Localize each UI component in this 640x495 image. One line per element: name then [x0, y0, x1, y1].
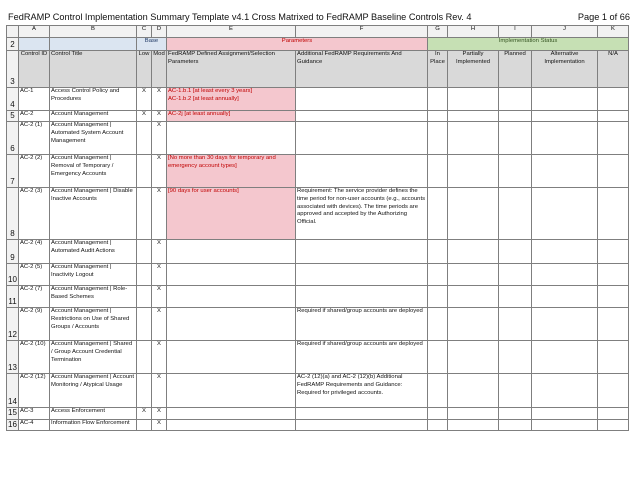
- header-in-place[interactable]: In Place: [428, 51, 448, 88]
- header-na[interactable]: N/A: [598, 51, 629, 88]
- planned-cell[interactable]: [499, 341, 532, 374]
- in-place-cell[interactable]: [428, 374, 448, 408]
- in-place-cell[interactable]: [428, 188, 448, 240]
- page-number: Page 1 of 66: [577, 12, 630, 22]
- col-header-i[interactable]: I: [499, 26, 532, 38]
- na-cell[interactable]: [598, 374, 629, 408]
- na-cell[interactable]: [598, 308, 629, 341]
- partially-implemented-cell[interactable]: [448, 341, 499, 374]
- control-title-cell[interactable]: Account Management | Automated System Account Management: [50, 122, 137, 155]
- planned-cell[interactable]: [499, 408, 532, 419]
- partially-implemented-cell[interactable]: [448, 122, 499, 155]
- table-row: [7, 155, 629, 188]
- table-row: [7, 111, 629, 122]
- low-baseline-cell[interactable]: [137, 419, 152, 430]
- in-place-cell[interactable]: [428, 286, 448, 308]
- control-title-cell[interactable]: Account Management: [50, 111, 137, 122]
- row-number[interactable]: 9: [7, 240, 19, 264]
- control-id-cell[interactable]: AC-2 (1): [19, 122, 50, 155]
- fedramp-parameters-cell[interactable]: [167, 374, 296, 408]
- mod-baseline-cell[interactable]: X: [152, 111, 167, 122]
- partially-implemented-cell[interactable]: [448, 188, 499, 240]
- mod-baseline-cell[interactable]: X: [152, 286, 167, 308]
- row-number[interactable]: 14: [7, 374, 19, 408]
- in-place-cell[interactable]: [428, 111, 448, 122]
- na-cell[interactable]: [598, 240, 629, 264]
- col-header-e[interactable]: E: [167, 26, 296, 38]
- low-baseline-cell[interactable]: [137, 155, 152, 188]
- alternative-implementation-cell[interactable]: [532, 155, 598, 188]
- mod-baseline-cell[interactable]: X: [152, 240, 167, 264]
- group-blank-a[interactable]: [19, 38, 50, 51]
- header-alternative-implementation[interactable]: Alternative Implementation: [532, 51, 598, 88]
- additional-requirements-cell[interactable]: [296, 122, 428, 155]
- additional-requirements-cell[interactable]: [296, 88, 428, 111]
- control-summary-table: [6, 25, 629, 431]
- planned-cell[interactable]: [499, 88, 532, 111]
- column-title-row: [7, 51, 629, 88]
- in-place-cell[interactable]: [428, 419, 448, 430]
- fedramp-parameters-cell[interactable]: [167, 308, 296, 341]
- header-control-title[interactable]: Control Title: [50, 51, 137, 88]
- control-title-cell[interactable]: Account Management | Shared / Group Account Credential Termination: [50, 341, 137, 374]
- partially-implemented-cell[interactable]: [448, 286, 499, 308]
- header-planned[interactable]: Planned: [499, 51, 532, 88]
- table-row: [7, 240, 629, 264]
- additional-requirements-cell[interactable]: [296, 408, 428, 419]
- alternative-implementation-cell[interactable]: [532, 308, 598, 341]
- control-id-cell[interactable]: AC-2 (2): [19, 155, 50, 188]
- table-row: [7, 286, 629, 308]
- row-number[interactable]: 6: [7, 122, 19, 155]
- low-baseline-cell[interactable]: [137, 286, 152, 308]
- partially-implemented-cell[interactable]: [448, 374, 499, 408]
- na-cell[interactable]: [598, 408, 629, 419]
- na-cell[interactable]: [598, 419, 629, 430]
- alternative-implementation-cell[interactable]: [532, 188, 598, 240]
- control-id-cell[interactable]: AC-3: [19, 408, 50, 419]
- low-baseline-cell[interactable]: [137, 308, 152, 341]
- table-row: [7, 122, 629, 155]
- row-number[interactable]: 12: [7, 308, 19, 341]
- in-place-cell[interactable]: [428, 122, 448, 155]
- table-row: [7, 374, 629, 408]
- control-title-cell[interactable]: Account Management | Inactivity Logout: [50, 264, 137, 286]
- alternative-implementation-cell[interactable]: [532, 88, 598, 111]
- col-header-k[interactable]: K: [598, 26, 629, 38]
- low-baseline-cell[interactable]: [137, 374, 152, 408]
- control-title-cell[interactable]: Account Management | Disable Inactive Accounts: [50, 188, 137, 240]
- in-place-cell[interactable]: [428, 155, 448, 188]
- mod-baseline-cell[interactable]: X: [152, 408, 167, 419]
- partially-implemented-cell[interactable]: [448, 264, 499, 286]
- control-title-cell[interactable]: Account Management | Automated Audit Actions: [50, 240, 137, 264]
- fedramp-parameters-cell[interactable]: [No more than 30 days for temporary and emergency account types]: [167, 155, 296, 188]
- additional-requirements-cell[interactable]: [296, 155, 428, 188]
- control-id-cell[interactable]: AC-2 (7): [19, 286, 50, 308]
- low-baseline-cell[interactable]: [137, 122, 152, 155]
- alternative-implementation-cell[interactable]: [532, 419, 598, 430]
- control-title-cell[interactable]: Information Flow Enforcement: [50, 419, 137, 430]
- low-baseline-cell[interactable]: [137, 240, 152, 264]
- control-id-cell[interactable]: AC-2 (5): [19, 264, 50, 286]
- control-id-cell[interactable]: AC-1: [19, 88, 50, 111]
- fedramp-parameters-cell[interactable]: [167, 408, 296, 419]
- additional-requirements-cell[interactable]: [296, 264, 428, 286]
- row-number[interactable]: 11: [7, 286, 19, 308]
- mod-baseline-cell[interactable]: X: [152, 155, 167, 188]
- row-number[interactable]: 4: [7, 88, 19, 111]
- additional-requirements-cell[interactable]: [296, 286, 428, 308]
- mod-baseline-cell[interactable]: X: [152, 264, 167, 286]
- planned-cell[interactable]: [499, 308, 532, 341]
- planned-cell[interactable]: [499, 374, 532, 408]
- control-title-cell[interactable]: Access Enforcement: [50, 408, 137, 419]
- fedramp-parameters-cell[interactable]: [167, 419, 296, 430]
- na-cell[interactable]: [598, 341, 629, 374]
- fedramp-parameters-cell[interactable]: [167, 341, 296, 374]
- row-number[interactable]: 15: [8, 408, 17, 418]
- alternative-implementation-cell[interactable]: [532, 374, 598, 408]
- fedramp-parameters-cell[interactable]: [167, 122, 296, 155]
- header-mod[interactable]: Mod: [152, 51, 167, 88]
- alternative-implementation-cell[interactable]: [532, 122, 598, 155]
- partially-implemented-cell[interactable]: [448, 240, 499, 264]
- low-baseline-cell[interactable]: [137, 264, 152, 286]
- header-partially-implemented[interactable]: Partially Implemented: [448, 51, 499, 88]
- group-implementation-status[interactable]: Implementation Status: [428, 38, 629, 51]
- low-baseline-cell[interactable]: [137, 188, 152, 240]
- table-row: [7, 408, 629, 419]
- in-place-cell[interactable]: [428, 264, 448, 286]
- na-cell[interactable]: [598, 122, 629, 155]
- additional-requirements-cell[interactable]: Requirement: The service provider defines the time period for non-user accounts (e.g., accounts associated with devices). The time periods are approved and accepted by the Authorizing Official.: [296, 188, 428, 240]
- na-cell[interactable]: [598, 155, 629, 188]
- planned-cell[interactable]: [499, 240, 532, 264]
- na-cell[interactable]: [598, 111, 629, 122]
- control-id-cell[interactable]: AC-2 (3): [19, 188, 50, 240]
- alternative-implementation-cell[interactable]: [532, 341, 598, 374]
- col-header-h[interactable]: H: [448, 26, 499, 38]
- additional-requirements-cell[interactable]: Required if shared/group accounts are deployed: [296, 341, 428, 374]
- control-title-cell[interactable]: Account Management | Restrictions on Use of Shared Groups / Accounts: [50, 308, 137, 341]
- mod-baseline-cell[interactable]: X: [152, 88, 167, 111]
- corner-cell[interactable]: [7, 26, 19, 38]
- group-blank-b[interactable]: [50, 38, 137, 51]
- additional-requirements-cell[interactable]: [296, 240, 428, 264]
- additional-requirements-cell[interactable]: [296, 419, 428, 430]
- control-id-cell[interactable]: AC-2 (9): [19, 308, 50, 341]
- planned-cell[interactable]: [499, 111, 532, 122]
- alternative-implementation-cell[interactable]: [532, 264, 598, 286]
- fedramp-parameters-cell[interactable]: AC-2j [at least annually]: [167, 111, 296, 122]
- row-number[interactable]: 7: [7, 155, 19, 188]
- in-place-cell[interactable]: [428, 341, 448, 374]
- table-row: [7, 188, 629, 240]
- control-id-cell[interactable]: AC-4: [19, 419, 50, 430]
- in-place-cell[interactable]: [428, 308, 448, 341]
- col-header-c[interactable]: C: [137, 26, 152, 38]
- planned-cell[interactable]: [499, 122, 532, 155]
- alternative-implementation-cell[interactable]: [532, 111, 598, 122]
- col-header-b[interactable]: B: [50, 26, 137, 38]
- na-cell[interactable]: [598, 264, 629, 286]
- row-number[interactable]: 5: [7, 111, 19, 122]
- row-number[interactable]: 8: [7, 188, 19, 240]
- planned-cell[interactable]: [499, 286, 532, 308]
- row-number[interactable]: 2: [7, 38, 19, 51]
- row-number[interactable]: 13: [7, 341, 19, 374]
- mod-baseline-cell[interactable]: X: [152, 419, 167, 430]
- header-control-id[interactable]: Control ID: [19, 51, 50, 88]
- row-number[interactable]: 16: [8, 419, 17, 429]
- additional-requirements-cell[interactable]: AC-2 (12)(a) and AC-2 (12)(b) Additional FedRAMP Requirements and Guidance: Required for privileged accounts.: [296, 374, 428, 408]
- col-header-f[interactable]: F: [296, 26, 428, 38]
- group-header-row: [7, 38, 629, 51]
- table-row: [7, 419, 629, 430]
- fedramp-parameters-cell[interactable]: [90 days for user accounts]: [167, 188, 296, 240]
- mod-baseline-cell[interactable]: X: [152, 308, 167, 341]
- additional-requirements-cell[interactable]: [296, 111, 428, 122]
- partially-implemented-cell[interactable]: [448, 308, 499, 341]
- alternative-implementation-cell[interactable]: [532, 286, 598, 308]
- planned-cell[interactable]: [499, 155, 532, 188]
- mod-baseline-cell[interactable]: X: [152, 341, 167, 374]
- group-parameters[interactable]: Parameters: [167, 38, 428, 51]
- header-low[interactable]: Low: [137, 51, 152, 88]
- low-baseline-cell[interactable]: X: [137, 111, 152, 122]
- fedramp-parameters-cell[interactable]: AC-1.b.1 [at least every 3 years] AC-1.b.2 [at least annually]: [167, 88, 296, 111]
- control-id-cell[interactable]: AC-2 (12): [19, 374, 50, 408]
- in-place-cell[interactable]: [428, 408, 448, 419]
- in-place-cell[interactable]: [428, 88, 448, 111]
- alternative-implementation-cell[interactable]: [532, 240, 598, 264]
- table-row: [7, 264, 629, 286]
- partially-implemented-cell[interactable]: [448, 155, 499, 188]
- alternative-implementation-cell[interactable]: [532, 408, 598, 419]
- low-baseline-cell[interactable]: X: [137, 88, 152, 111]
- page-header: [0, 0, 640, 24]
- mod-baseline-cell[interactable]: X: [152, 374, 167, 408]
- control-id-cell[interactable]: AC-2 (4): [19, 240, 50, 264]
- control-id-cell[interactable]: AC-2: [19, 111, 50, 122]
- control-title-cell[interactable]: Account Management | Removal of Temporary / Emergency Accounts: [50, 155, 137, 188]
- low-baseline-cell[interactable]: [137, 341, 152, 374]
- col-header-j[interactable]: J: [532, 26, 598, 38]
- na-cell[interactable]: [598, 88, 629, 111]
- table-row: [7, 88, 629, 111]
- column-letter-row: [7, 26, 629, 38]
- row-number[interactable]: 10: [7, 264, 19, 286]
- partially-implemented-cell[interactable]: [448, 88, 499, 111]
- mod-baseline-cell[interactable]: X: [152, 188, 167, 240]
- additional-requirements-cell[interactable]: Required if shared/group accounts are deployed: [296, 308, 428, 341]
- in-place-cell[interactable]: [428, 240, 448, 264]
- partially-implemented-cell[interactable]: [448, 408, 499, 419]
- fedramp-parameters-cell[interactable]: [167, 240, 296, 264]
- row-number[interactable]: 3: [7, 51, 19, 88]
- planned-cell[interactable]: [499, 419, 532, 430]
- control-title-cell[interactable]: Account Management | Account Monitoring / Atypical Usage: [50, 374, 137, 408]
- control-title-cell[interactable]: Account Management | Role-Based Schemes: [50, 286, 137, 308]
- group-base[interactable]: Base: [137, 38, 167, 51]
- partially-implemented-cell[interactable]: [448, 111, 499, 122]
- table-row: [7, 308, 629, 341]
- fedramp-parameters-cell[interactable]: [167, 286, 296, 308]
- col-header-a[interactable]: A: [19, 26, 50, 38]
- table-row: [7, 341, 629, 374]
- mod-baseline-cell[interactable]: X: [152, 122, 167, 155]
- low-baseline-cell[interactable]: X: [137, 408, 152, 419]
- control-title-cell[interactable]: Access Control Policy and Procedures: [50, 88, 137, 111]
- header-additional-requirements[interactable]: Additional FedRAMP Requirements And Guidance: [296, 51, 428, 88]
- control-id-cell[interactable]: AC-2 (10): [19, 341, 50, 374]
- header-fedramp-parameters[interactable]: FedRAMP Defined Assignment/Selection Parameters: [167, 51, 296, 88]
- planned-cell[interactable]: [499, 264, 532, 286]
- na-cell[interactable]: [598, 286, 629, 308]
- col-header-d[interactable]: D: [152, 26, 167, 38]
- planned-cell[interactable]: [499, 188, 532, 240]
- na-cell[interactable]: [598, 188, 629, 240]
- col-header-g[interactable]: G: [428, 26, 448, 38]
- fedramp-parameters-cell[interactable]: [167, 264, 296, 286]
- partially-implemented-cell[interactable]: [448, 419, 499, 430]
- document-title: FedRAMP Control Implementation Summary Template v4.1 Cross Matrixed to FedRAMP Baseline Controls Rev. 4: [8, 12, 472, 22]
